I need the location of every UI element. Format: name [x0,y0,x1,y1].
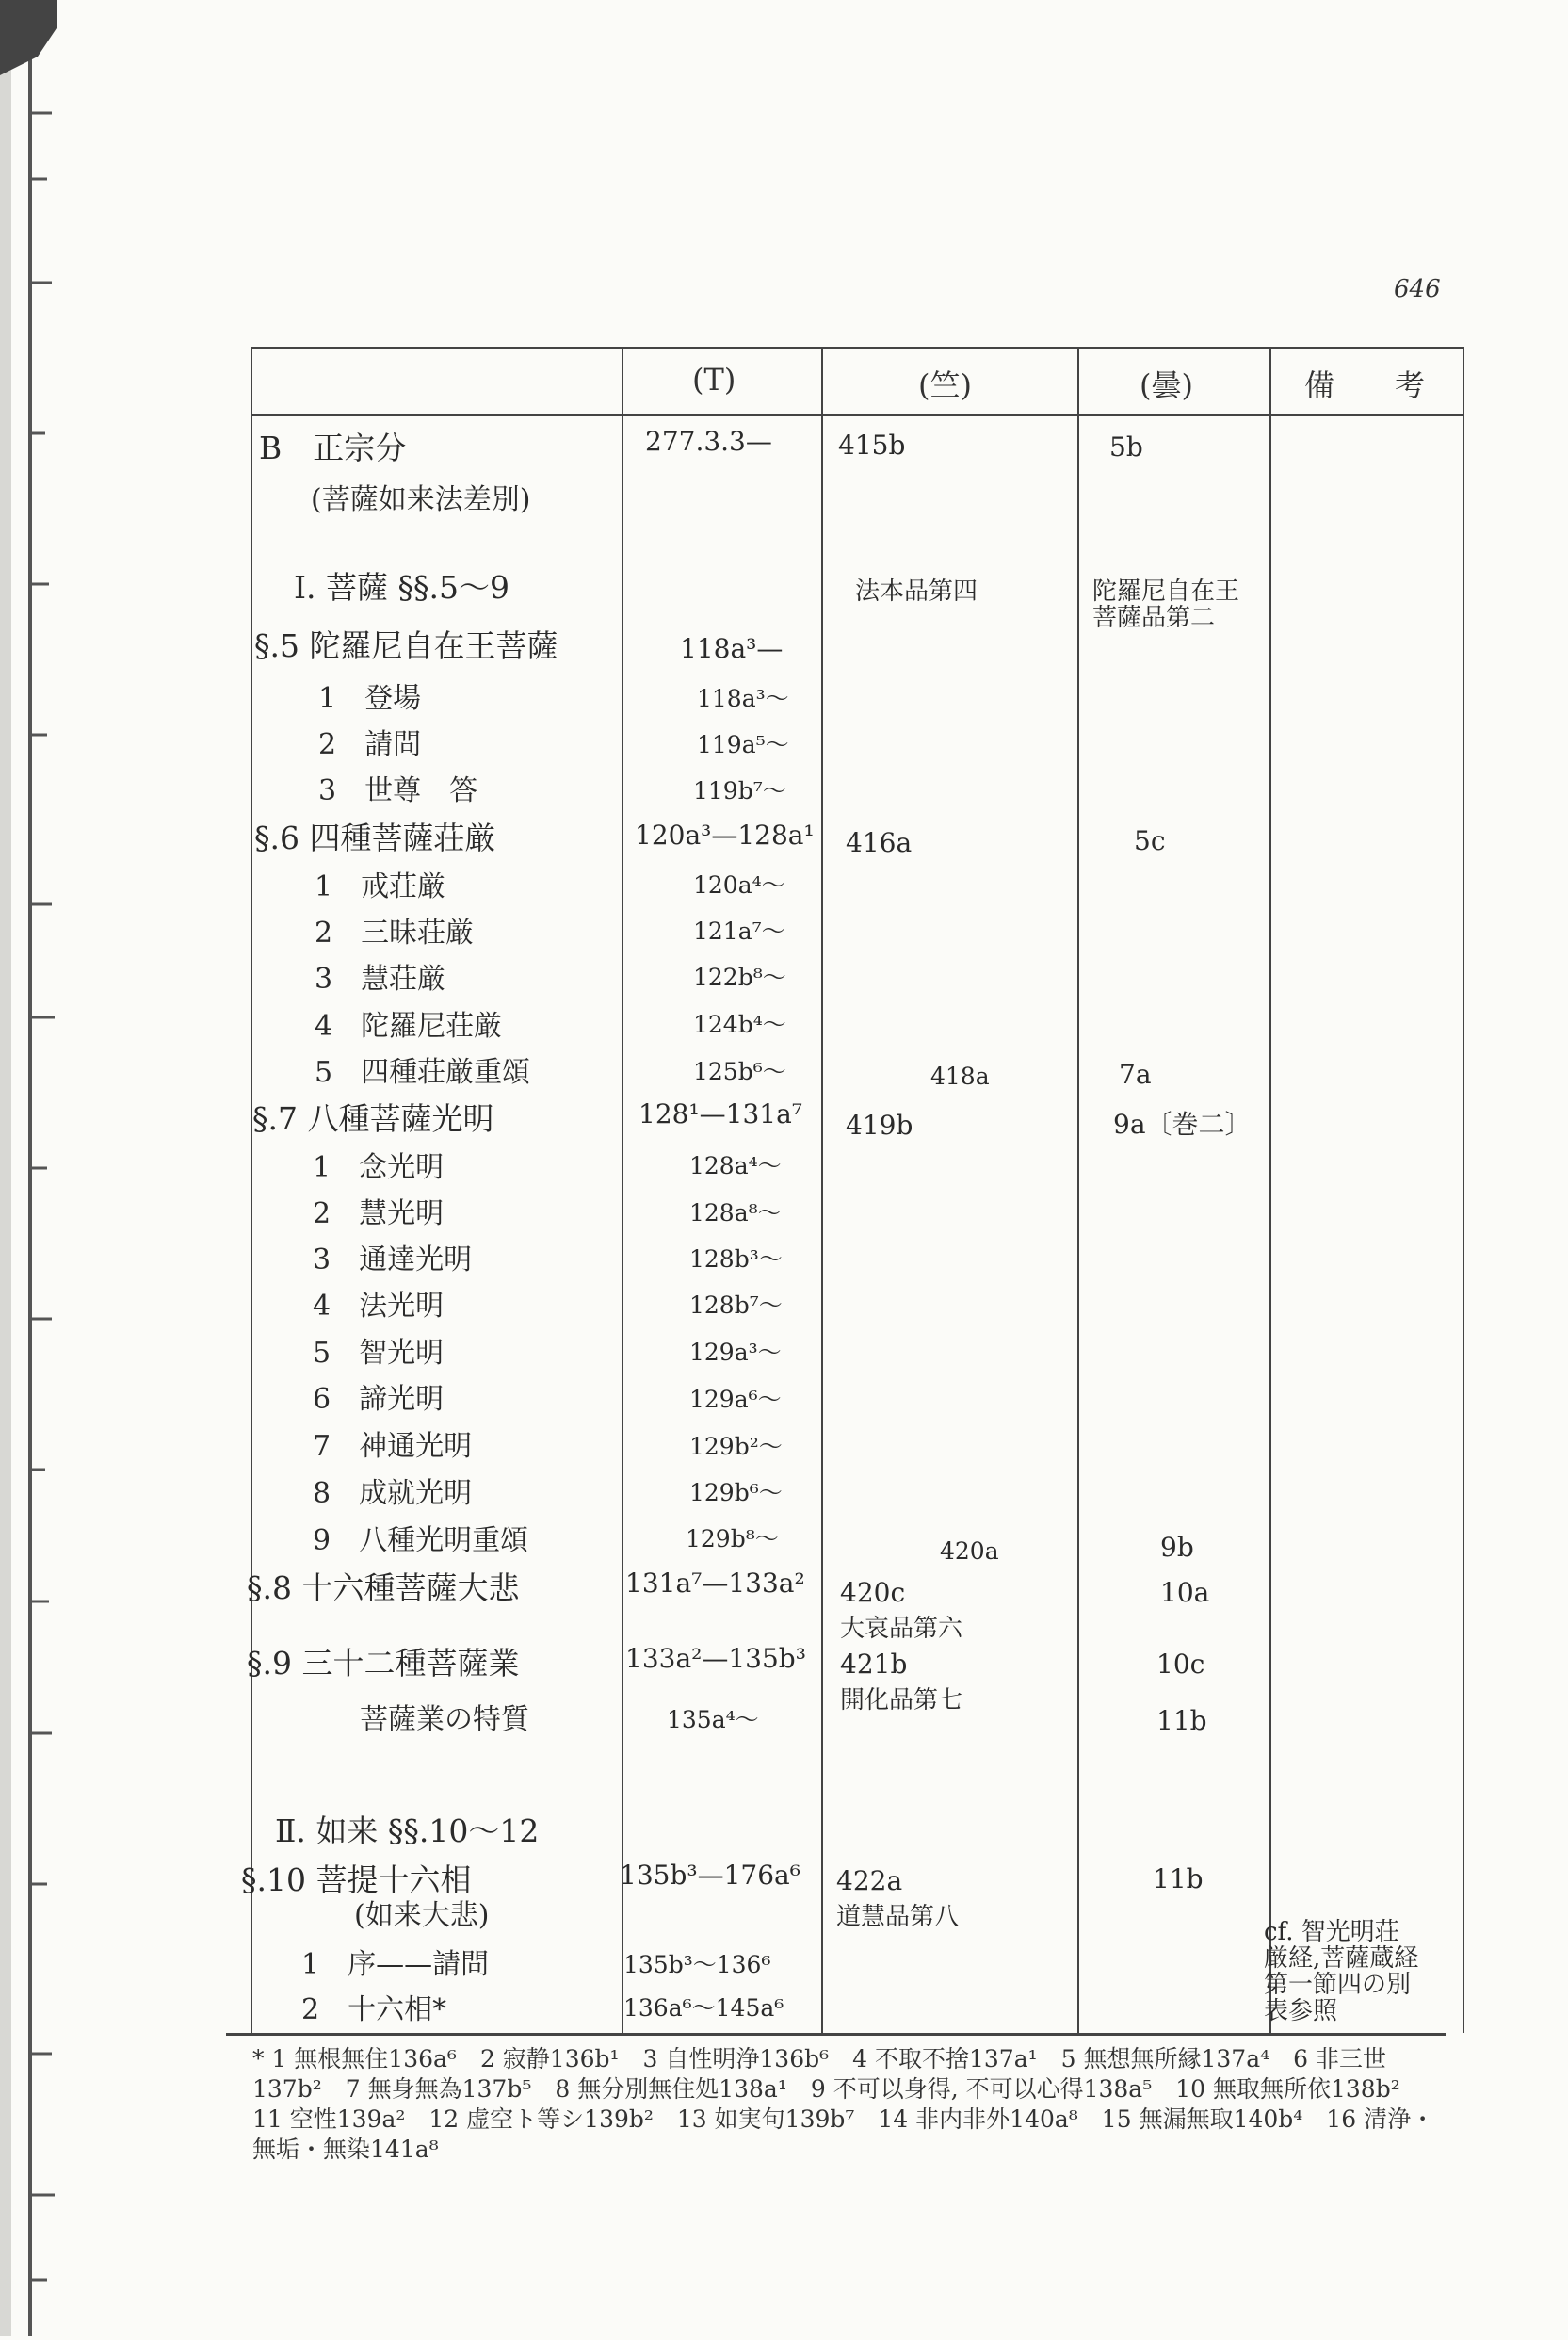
cell-s9-d: 10c [1156,1649,1205,1680]
table-right-border [1463,347,1464,2033]
header-don: (曇) [1140,367,1193,403]
cell-s5-t: 118a³— [680,633,784,664]
cell-s9-x: 菩薩業の特質 [360,1703,529,1736]
cell-s10-c1: 422a [836,1865,903,1896]
cell-s8-t: 131a⁷—133a² [625,1568,805,1599]
cell-s7-6t: 129a⁶〜 [689,1386,782,1413]
cell-s6-2t: 121a⁷〜 [693,918,785,945]
cell-s7-9d: 9b [1160,1532,1194,1563]
cell-note4: 表参照 [1264,1997,1338,2025]
header-chiku: (竺) [918,367,972,403]
page-number: 646 [1394,275,1441,303]
cell-r1-d: 5b [1109,431,1143,463]
header-t: (T) [692,362,736,398]
header-notes: 備 考 [1304,367,1426,403]
cell-s1: Ⅰ. 菩薩 §§.5〜9 [294,569,509,606]
cell-s7-8: 8 成就光明 [313,1477,473,1510]
cell-s5-3: 3 世尊 答 [318,774,478,807]
cell-s6-d: 5c [1134,825,1166,856]
cell-s7-8t: 129b⁶〜 [689,1479,783,1506]
cell-s10-x: (如来大悲) [354,1899,490,1932]
cell-s6-2: 2 三昧荘厳 [315,917,475,950]
cell-s7-1: 1 念光明 [313,1151,445,1184]
cell-r1-c: 415b [838,430,906,461]
cell-s8-d: 10a [1160,1577,1210,1608]
cell-s6-1t: 120a⁴〜 [693,871,785,899]
cell-s5-2t: 119a⁵〜 [697,731,789,758]
cell-s9-c1: 421b [840,1649,908,1680]
cell-s10-t: 135b³—176a⁶ [620,1860,800,1891]
cell-s10: §.10 菩提十六相 [241,1861,472,1898]
cell-s7-7: 7 神通光明 [313,1430,473,1463]
cell-s6-c: 416a [846,827,913,858]
cell-s9-xt: 135a⁴〜 [667,1706,759,1733]
cell-s10-d: 11b [1153,1863,1204,1894]
cell-s10-2: 2 十六相* [301,1993,447,2026]
cell-s1-d2: 菩薩品第二 [1092,604,1216,632]
cell-s5-3t: 119b⁷〜 [693,777,786,804]
table-bottom-border [226,2033,1446,2036]
cell-s9-t: 133a²—135b³ [625,1643,806,1674]
cell-s7-3t: 128b³〜 [689,1245,783,1273]
cell-s7-2t: 128a⁸〜 [689,1199,782,1227]
column-divider-don [1077,347,1079,2033]
cell-note3: 第一節四の別 [1264,1971,1412,1999]
cell-s9: §.9 三十二種菩薩業 [247,1645,520,1682]
table-top-border [252,347,1464,349]
cell-r1-t: 277.3.3— [645,426,772,457]
cell-s5-1t: 118a³〜 [697,685,789,712]
cell-s7-9t: 129b⁸〜 [686,1525,779,1552]
cell-s6-5: 5 四種荘厳重頌 [315,1056,531,1089]
cell-s7-1t: 128a⁴〜 [689,1152,782,1179]
cell-s2: Ⅱ. 如来 §§.10〜12 [275,1812,540,1849]
cell-s6-4: 4 陀羅尼荘厳 [315,1010,503,1043]
column-divider-notes [1269,347,1271,2033]
cell-s7-5: 5 智光明 [313,1337,445,1370]
cell-s6: §.6 四種菩薩荘厳 [254,820,496,856]
cell-s8: §.8 十六種菩薩大悲 [247,1569,520,1606]
cell-s7-d: 9a〔巻二〕 [1113,1109,1252,1140]
cell-s7-7t: 129b²〜 [689,1433,783,1460]
cell-s8-c1: 420c [840,1577,906,1608]
cell-s6-t: 120a³—128a¹ [635,820,815,851]
cell-s10-1t: 135b³〜136⁶ [623,1951,771,1978]
cell-s7-9c: 420a [940,1537,999,1565]
cell-s7-2: 2 慧光明 [313,1197,445,1230]
cell-s5: §.5 陀羅尼自在王菩薩 [254,627,558,664]
cell-s7: §.7 八種菩薩光明 [252,1100,494,1137]
cell-s6-5c: 418a [930,1063,990,1090]
cell-s10-1: 1 序——請問 [301,1948,490,1981]
cell-s8-c2: 大哀品第六 [840,1615,963,1643]
cell-note1: cf. 智光明荘 [1264,1918,1399,1946]
cell-s9-xd: 11b [1156,1705,1207,1736]
cell-r1-a: B 正宗分 [259,430,407,466]
cell-s5-1: 1 登場 [318,682,422,715]
cell-s6-4t: 124b⁴〜 [693,1011,786,1038]
cell-s6-3: 3 慧荘厳 [315,963,446,996]
cell-s7-6: 6 諦光明 [313,1383,445,1416]
column-divider-t [622,347,623,2033]
cell-s7-4t: 128b⁷〜 [689,1292,783,1319]
cell-s7-t: 128¹—131a⁷ [639,1098,803,1129]
cell-s1-d1: 陀羅尼自在王 [1092,577,1240,606]
cell-s10-c2: 道慧品第八 [836,1903,960,1931]
cell-r1-b: (菩薩如来法差別) [311,483,531,516]
cell-s10-2t: 136a⁶〜145a⁶ [623,1994,784,2022]
cell-s6-5t: 125b⁶〜 [693,1058,786,1085]
table-header-border [252,414,1464,416]
table-left-border [251,347,252,2033]
cell-s7-5t: 129a³〜 [689,1339,782,1366]
footnote: * 1 無根無住136a⁶ 2 寂静136b¹ 3 自性明浄136b⁶ 4 不取不捨137a¹ 5 無想無所縁137a⁴ 6 非三世137b² 7 無身無為137b⁵ 8 無分別無住処138a¹ 9 不可以身得, 不可以心得138a⁵ 10 無取無所依138b² 11 空性139a² 12 虚空ト等シ139b² 13 如実句139b⁷ 14 非内非外140a⁸ 15 無漏無取140b⁴ 16 清浄・無垢・無染141a⁸ [252,2045,1435,2163]
cell-s6-5d: 7a [1119,1059,1152,1090]
cell-s7-9: 9 八種光明重頌 [313,1524,529,1557]
cell-s1-c: 法本品第四 [855,577,978,606]
cell-s7-4: 4 法光明 [313,1290,445,1323]
cell-s7-c: 419b [846,1110,913,1141]
cell-s6-3t: 122b⁸〜 [693,964,786,991]
cell-s6-1: 1 戒荘厳 [315,870,446,903]
cell-s5-2: 2 請問 [318,728,422,761]
column-divider-chiku [821,347,823,2033]
cell-s7-3: 3 通達光明 [313,1243,473,1276]
cell-s9-c2: 開化品第七 [840,1686,963,1714]
cell-note2: 厳経,菩薩蔵経 [1264,1944,1419,1973]
